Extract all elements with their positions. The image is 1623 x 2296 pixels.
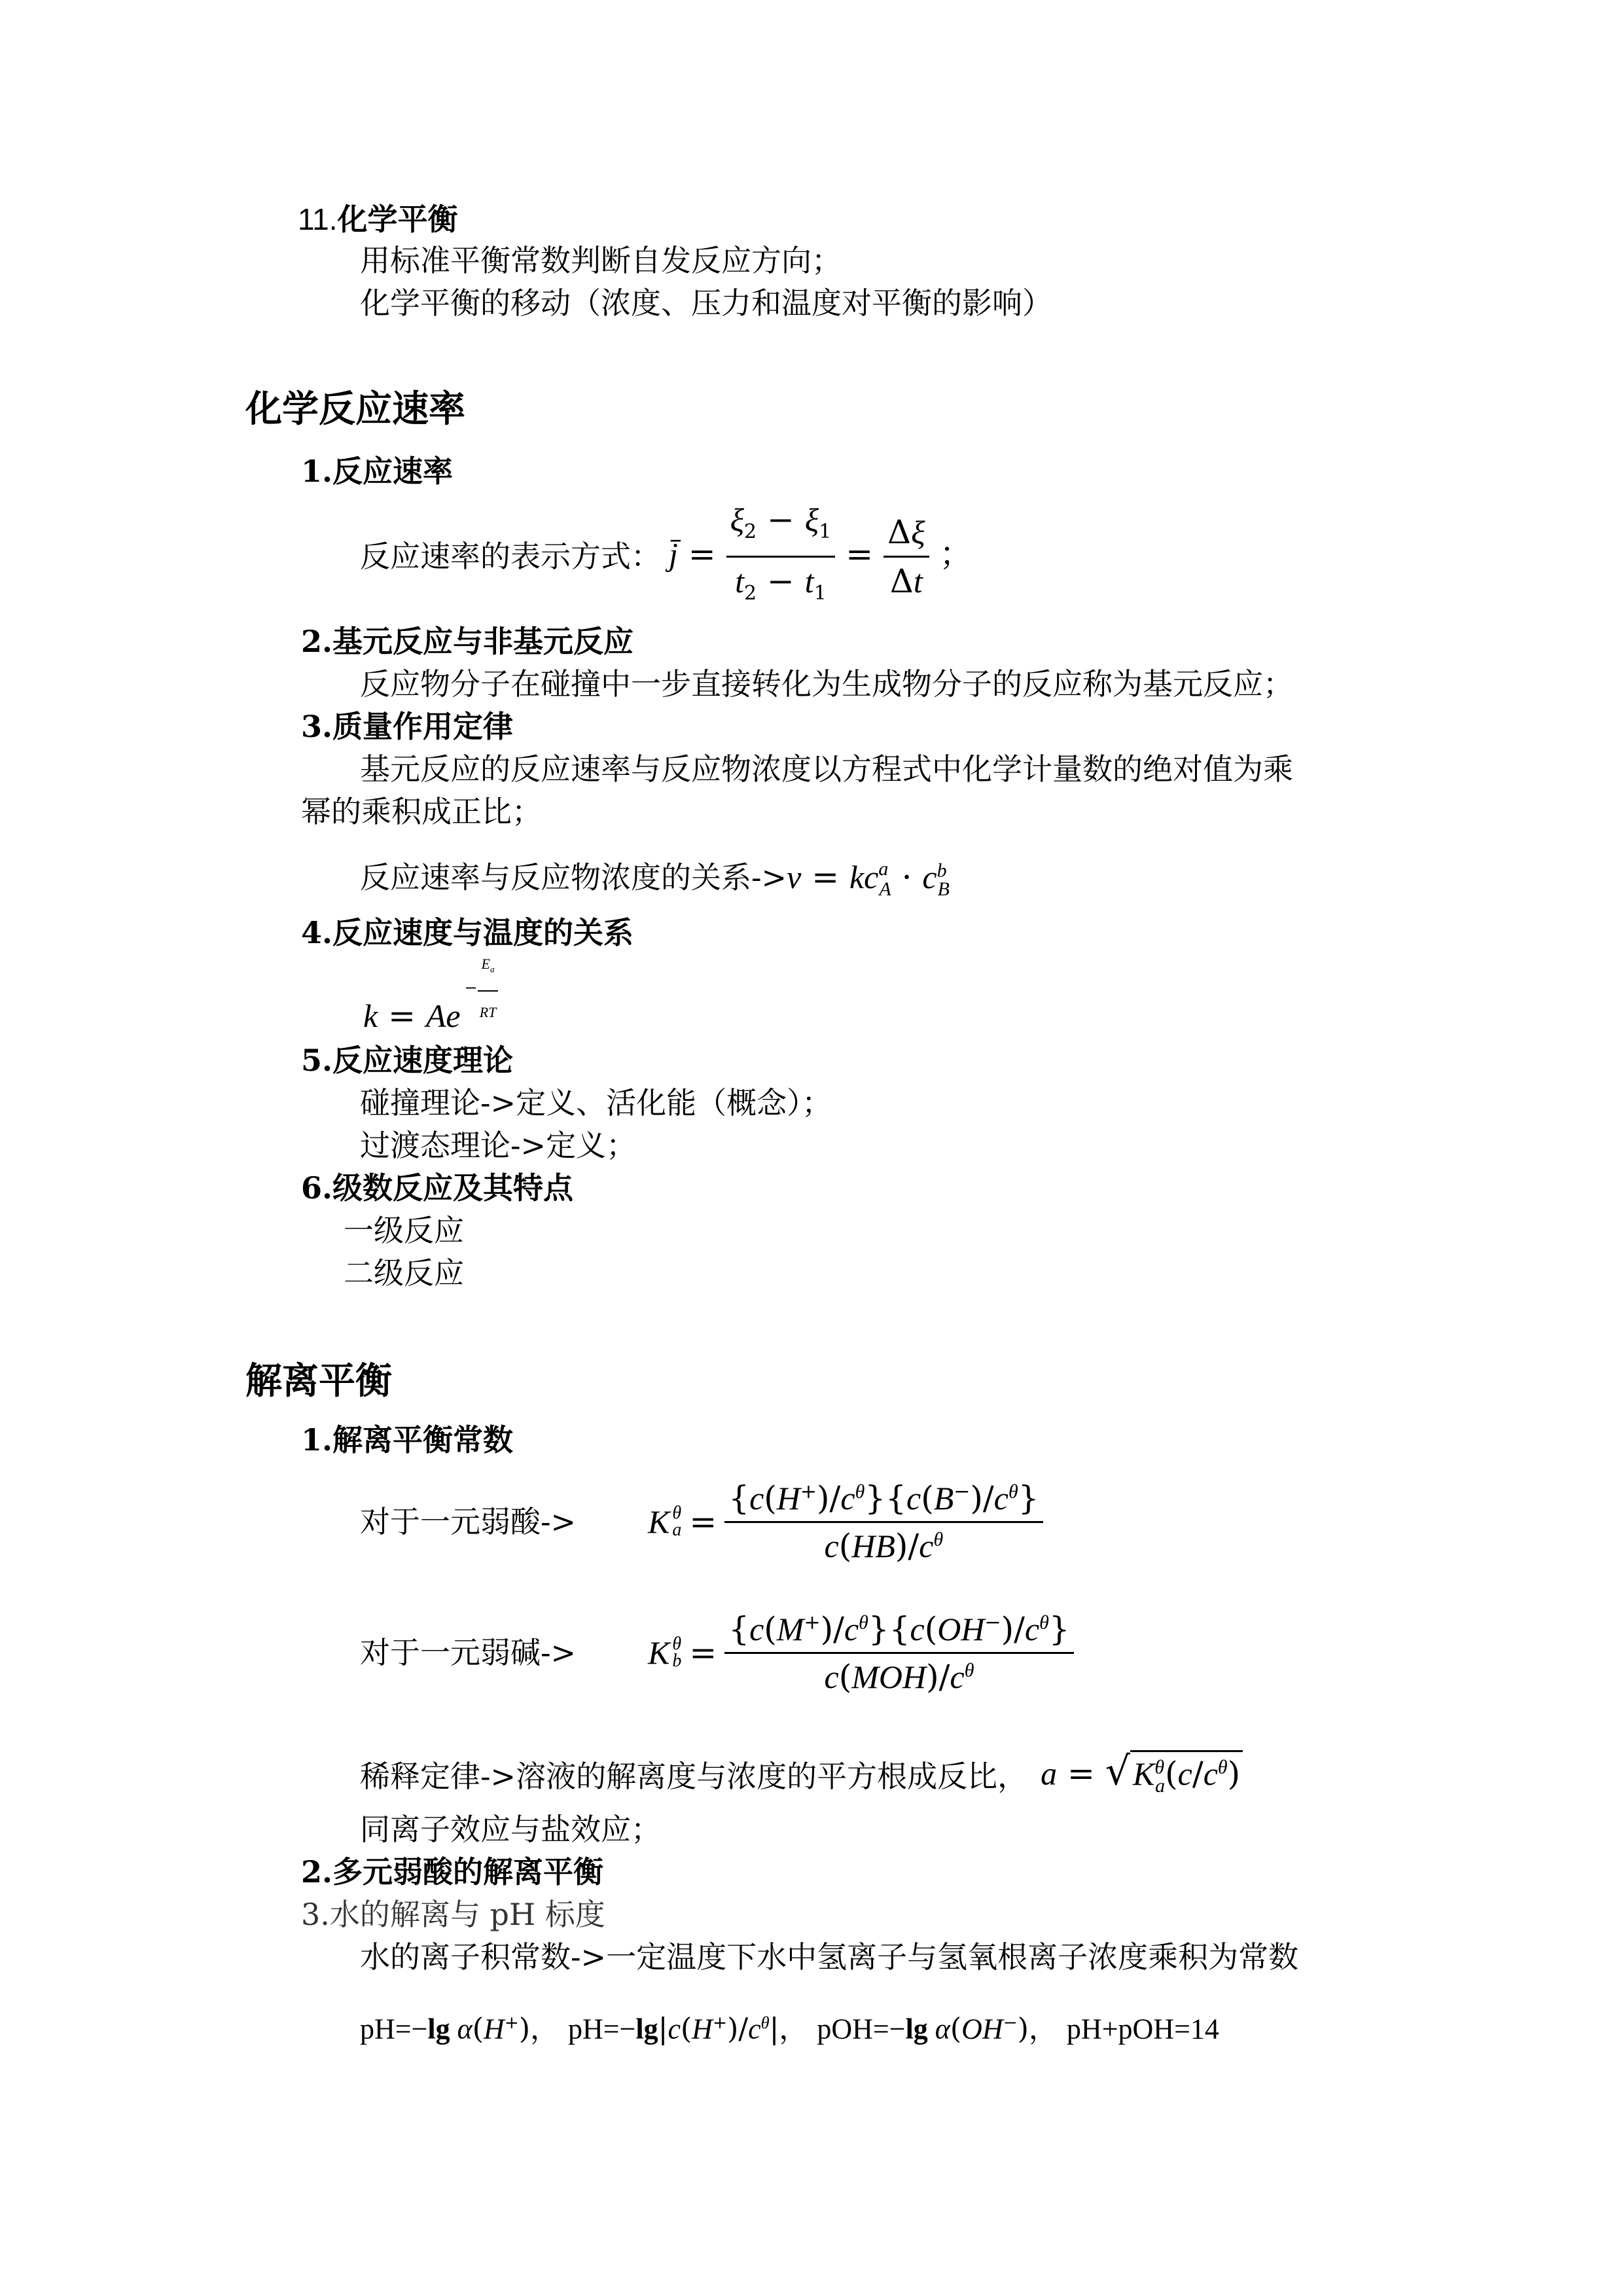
- dissociation-item3-text: 水的离子积常数->一定温度下水中氢离子与氢氧根离子浓度乘积为常数: [360, 1939, 1299, 1975]
- rate-formula: j̄ = $\frac{\xi_2 - \xi_1}{t_2 - t_1}$ = $\frac{\Delta\xi}{\Delta t}$ ；: [669, 500, 972, 605]
- weak-acid-label: 对于一元弱酸->: [360, 1504, 577, 1539]
- mass-action-row: [360, 851, 950, 909]
- dilution-law-row: [360, 1748, 1243, 1806]
- dilution-law-formula: $a = √K^\theta_a(c/c^\theta)$: [1041, 1748, 1243, 1806]
- rate-item5-title: 5.反应速度理论: [301, 1043, 514, 1078]
- dilution-law-text: 稀释定律->溶液的解离度与浓度的平方根成反比，: [360, 1759, 1028, 1795]
- ph-formulas: pH=−lg α(H+)， $pH=-\lg|c(H^+)/c^\theta|$， pOH=−lg α(OH−)， pH+pOH=14: [360, 2012, 1219, 2046]
- rate-section-heading: 化学反应速率: [245, 387, 465, 431]
- weak-acid-formula: K θ a = $\frac{\{c(H^+)/c^\theta\}\{c(B^-)/c^\theta\}}{c(HB)/c^\theta}$: [648, 1473, 1043, 1571]
- dissociation-item2-title: 2.多元弱酸的解离平衡: [301, 1854, 604, 1890]
- mass-action-formula: $v = kc^a_A \cdot c^b_B$: [787, 857, 950, 900]
- rate-item4-title: 4.反应速度与温度的关系: [301, 915, 634, 950]
- item11-line1: 用标准平衡常数判断自发反应方向；: [360, 243, 842, 278]
- arrhenius-formula: k = Ae− $\frac{E_a}{RT}$: [363, 978, 494, 1067]
- rate-expression-row: [360, 500, 972, 605]
- weak-base-formula: K θ b = $\frac{\{c(M^+)/c^\theta\}\{c(OH^-)/c^\theta\}}{c(MOH)/c^\theta}$: [648, 1604, 1074, 1702]
- rate-item2-text: 反应物分子在碰撞中一步直接转化为生成物分子的反应称为基元反应；: [360, 666, 1293, 702]
- common-ion-effect: 同离子效应与盐效应；: [360, 1812, 661, 1847]
- ph-poh-sum: pH+pOH=14: [1066, 2013, 1219, 2045]
- item11-number: 11.: [298, 202, 338, 236]
- rate-item6-line1: 一级反应: [344, 1213, 464, 1248]
- rate-item5-line2: 过渡态理论->定义；: [360, 1128, 637, 1163]
- rate-item1-title: 1.反应速率: [301, 454, 454, 489]
- rate-expression-label: 反应速率的表示方式：: [360, 539, 661, 574]
- rate-item3-title: 3.质量作用定律: [301, 709, 514, 744]
- item11-title: 化学平衡: [337, 202, 458, 237]
- rate-item6-line2: 二级反应: [344, 1255, 464, 1291]
- dissociation-item1-title: 1.解离平衡常数: [301, 1422, 514, 1458]
- dissociation-item3-title: 3.水的解离与 pH 标度: [301, 1897, 605, 1932]
- rate-item3-text-line2: 幂的乘积成正比；: [301, 794, 542, 829]
- rate-item6-title: 6.级数反应及其特点: [301, 1170, 574, 1206]
- rate-item3-text-line1: 基元反应的反应速率与反应物浓度以方程式中化学计量数的绝对值为乘: [360, 751, 1293, 787]
- rate-item5-line1: 碰撞理论->定义、活化能（概念）；: [360, 1085, 832, 1121]
- item11-heading: [298, 200, 458, 239]
- weak-base-label: 对于一元弱碱->: [360, 1635, 577, 1670]
- rate-item2-title: 2.基元反应与非基元反应: [301, 624, 634, 659]
- dissociation-section-heading: 解离平衡: [245, 1359, 392, 1403]
- mass-action-label: 反应速率与反应物浓度的关系->: [360, 859, 787, 895]
- item11-line2: 化学平衡的移动（浓度、压力和温度对平衡的影响）: [360, 285, 1052, 321]
